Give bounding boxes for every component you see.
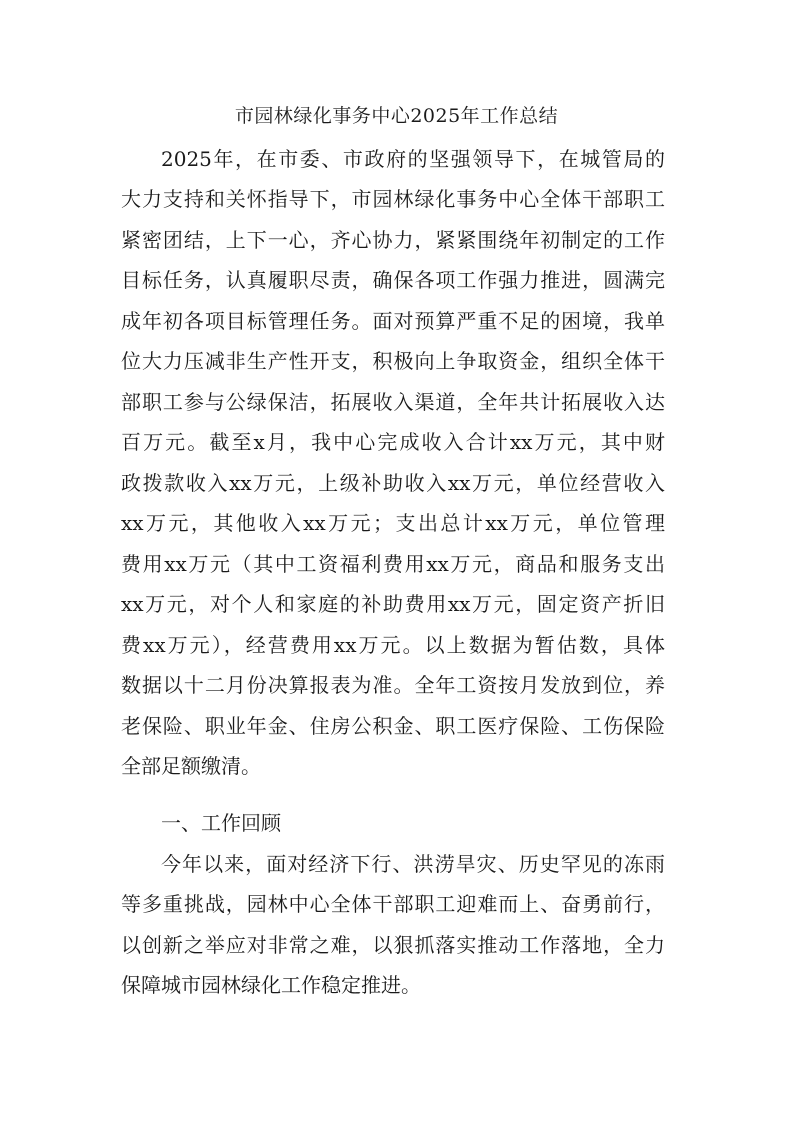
paragraph-line: 紧密团结，上下一心，齐心协力，紧紧围绕年初制定的工作 [121, 228, 665, 252]
paragraph-line: 等多重挑战，园林中心全体干部职工迎难而上、奋勇前行， [121, 892, 665, 916]
paragraph-line: 费xx万元），经营费用xx万元。以上数据为暂估数，具体 [121, 633, 665, 657]
paragraph-line: 部职工参与公绿保洁，拓展收入渠道，全年共计拓展收入达 [121, 390, 665, 414]
section-heading: 一、工作回顾 [161, 811, 281, 835]
paragraph-line: 位大力压减非生产性开支，积极向上争取资金，组织全体干 [121, 349, 665, 373]
paragraph-line: xx万元，其他收入xx万元；支出总计xx万元，单位管理 [121, 511, 665, 535]
document-title: 市园林绿化事务中心2025年工作总结 [234, 105, 559, 127]
paragraph-line: 老保险、职业年金、住房公积金、职工医疗保险、工伤保险 [121, 714, 665, 738]
paragraph-line: 目标任务，认真履职尽责，确保各项工作强力推进，圆满完 [121, 268, 665, 292]
paragraph-line: 费用xx万元（其中工资福利费用xx万元，商品和服务支出 [121, 552, 665, 576]
paragraph-line: xx万元，对个人和家庭的补助费用xx万元，固定资产折旧 [121, 592, 665, 616]
paragraph-line: 数据以十二月份决算报表为准。全年工资按月发放到位，养 [121, 673, 665, 697]
paragraph-line: 保障城市园林绿化工作稳定推进。 [121, 973, 421, 997]
paragraph-line: 今年以来，面对经济下行、洪涝旱灾、历史罕见的冻雨 [161, 852, 665, 876]
paragraph-line: 全部足额缴清。 [121, 754, 261, 778]
paragraph-line: 以创新之举应对非常之难，以狠抓落实推动工作落地，全力 [121, 933, 665, 957]
paragraph-line: 2025年，在市委、市政府的坚强领导下，在城管局的 [161, 147, 665, 171]
paragraph-line: 百万元。截至x月，我中心完成收入合计xx万元，其中财 [121, 430, 665, 454]
paragraph-line: 政拨款收入xx万元，上级补助收入xx万元，单位经营收入 [121, 471, 665, 495]
paragraph-line: 大力支持和关怀指导下，市园林绿化事务中心全体干部职工 [121, 187, 665, 211]
paragraph-line: 成年初各项目标管理任务。面对预算严重不足的困境，我单 [121, 309, 665, 333]
